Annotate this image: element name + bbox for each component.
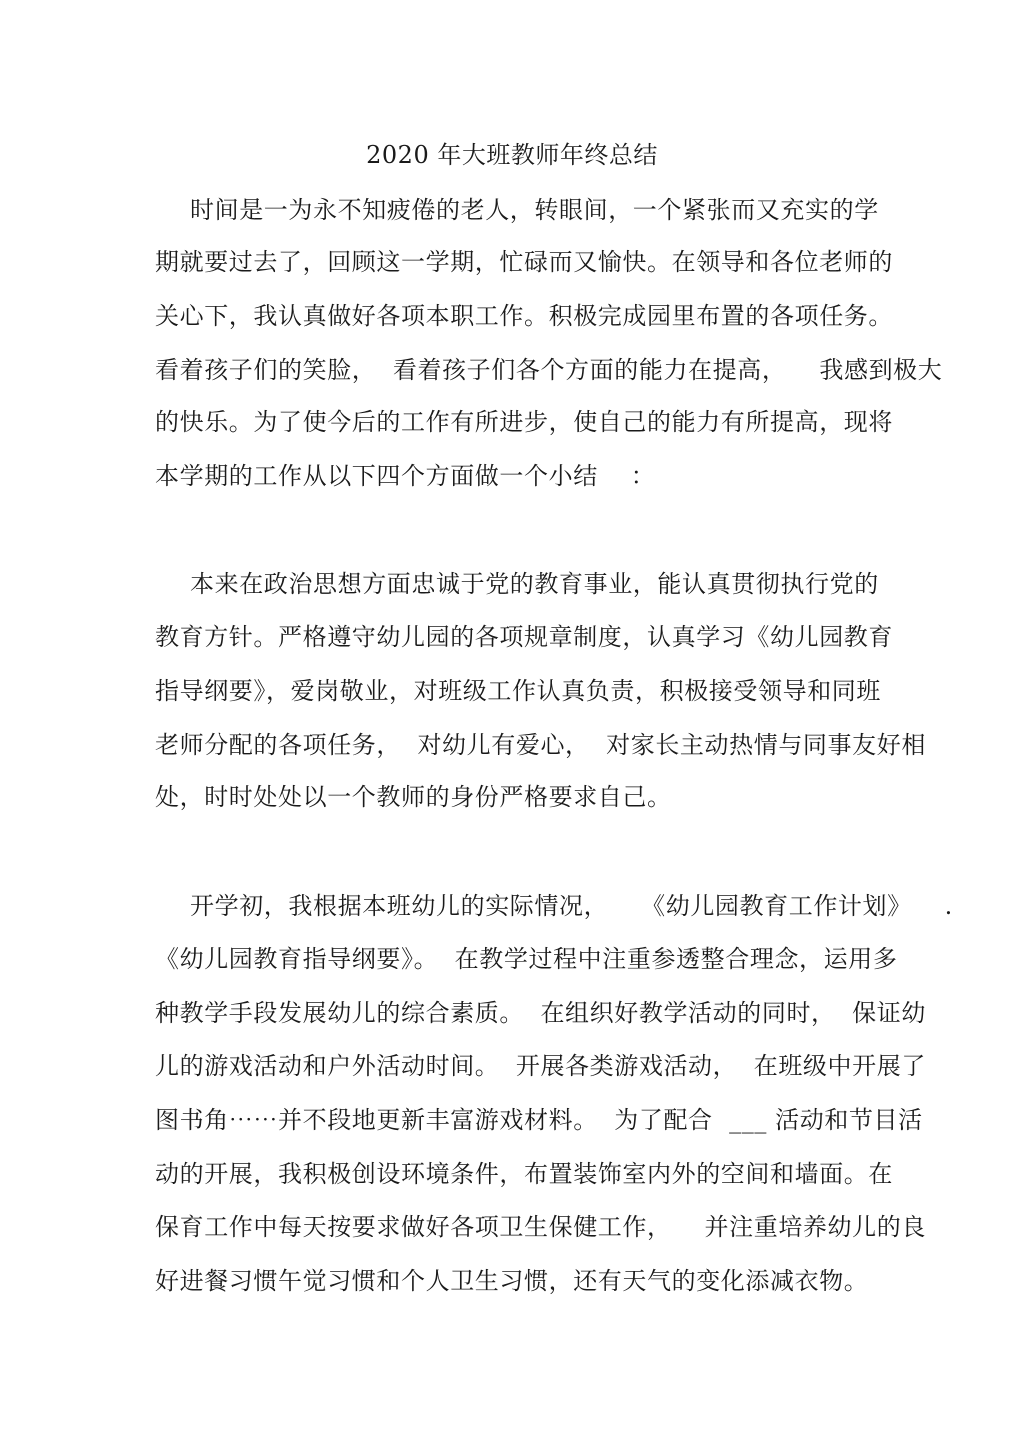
paragraph-3-line-4: 儿的游戏活动和户外活动时间。 开展各类游戏活动， 在班级中开展了	[155, 1052, 926, 1080]
paragraph-3-line-8: 好进餐习惯午觉习惯和个人卫生习惯，还有天气的变化添减衣物。	[155, 1267, 869, 1295]
paragraph-2-line-4: 老师分配的各项任务， 对幼儿有爱心， 对家长主动热情与同事友好相	[155, 731, 926, 759]
paragraph-3-line-3: 种教学手段发展幼儿的综合素质。 在组织好教学活动的同时， 保证幼	[155, 999, 926, 1027]
paragraph-2-line-3: 指导纲要》，爱岗敬业，对班级工作认真负责，积极接受领导和同班	[155, 677, 881, 705]
paragraph-3-line-1: 开学初，我根据本班幼儿的实际情况， 《幼儿园教育工作计划》 .	[190, 892, 953, 920]
paragraph-3-line-5: 图书角⋯⋯并不段地更新丰富游戏材料。 为了配合 ___ 活动和节目活	[155, 1106, 923, 1134]
paragraph-1-line-2: 期就要过去了，回顾这一学期，忙碌而又愉快。在领导和各位老师的	[155, 248, 893, 276]
document-title: 2020 年大班教师年终总结	[366, 141, 658, 169]
paragraph-2-line-1: 本来在政治思想方面忠诚于党的教育事业，能认真贯彻执行党的	[190, 570, 879, 598]
paragraph-1-line-3: 关心下，我认真做好各项本职工作。积极完成园里布置的各项任务。	[155, 302, 893, 330]
paragraph-2-line-2: 教育方针。严格遵守幼儿园的各项规章制度，认真学习《幼儿园教育	[155, 623, 893, 651]
paragraph-2-line-5: 处，时时处处以一个教师的身份严格要求自己。	[155, 783, 672, 811]
paragraph-1-line-6: 本学期的工作从以下四个方面做一个小结 ：	[155, 462, 656, 490]
paragraph-3-line-2: 《幼儿园教育指导纲要》。 在教学过程中注重参透整合理念，运用多	[155, 945, 898, 973]
paragraph-1-line-1: 时间是一为永不知疲倦的老人，转眼间，一个紧张而又充实的学	[190, 196, 879, 224]
paragraph-1-line-4: 看着孩子们的笑脸， 看着孩子们各个方面的能力在提高， 我感到极大	[155, 356, 943, 384]
paragraph-3-line-7: 保育工作中每天按要求做好各项卫生保健工作， 并注重培养幼儿的良	[155, 1213, 926, 1241]
paragraph-1-line-5: 的快乐。为了使今后的工作有所进步，使自己的能力有所提高，现将	[155, 408, 893, 436]
paragraph-3-line-6: 动的开展，我积极创设环境条件，布置装饰室内外的空间和墙面。在	[155, 1160, 893, 1188]
